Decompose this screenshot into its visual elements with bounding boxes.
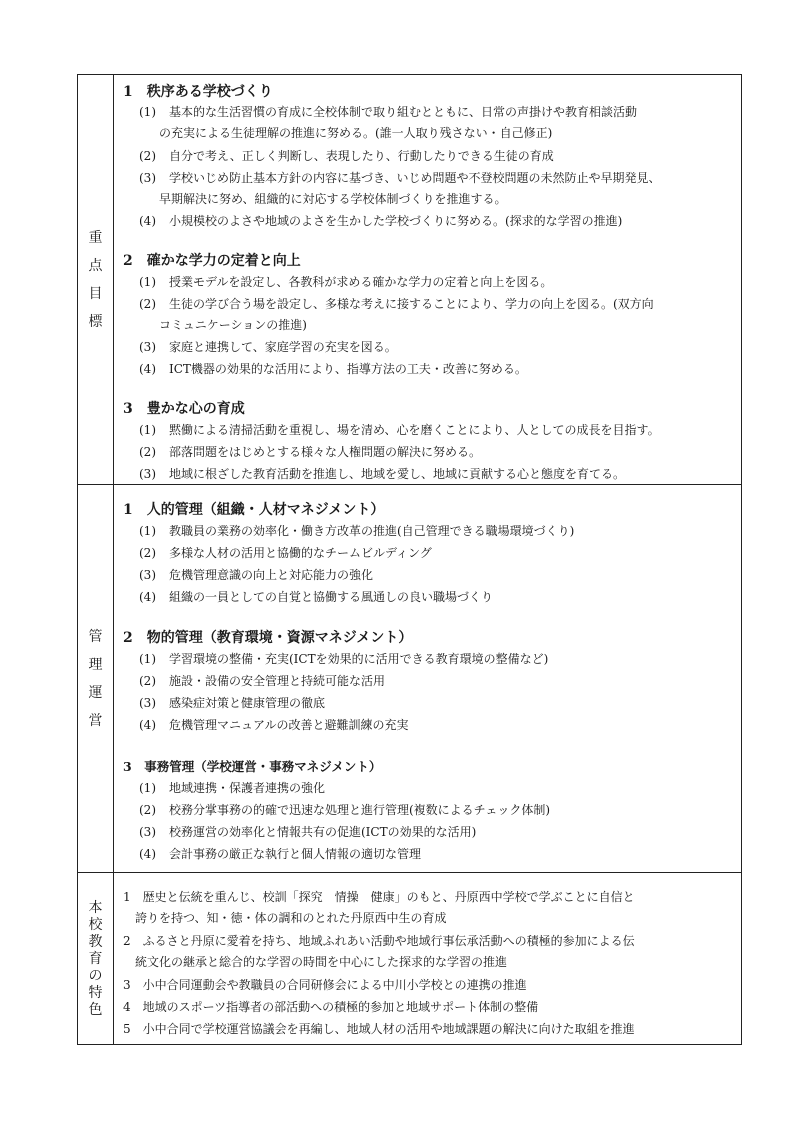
goal-section-title: 3 豊かな心の育成 [123, 401, 245, 417]
management-item: (1) 学習環境の整備・充実(ICTを効果的に活用できる教育環境の整備など) [139, 652, 549, 666]
policy-table [77, 74, 742, 1045]
goal-item: (3) 地域に根ざした教育活動を推進し、地域を愛し、地域に貢献する心と態度を育てる。 [139, 467, 626, 481]
management-item: (2) 校務分掌事務の的確で迅速な処理と進行管理(複数によるチェック体制) [139, 803, 551, 817]
goals-content [114, 75, 741, 484]
management-item: (2) 多様な人材の活用と協働的なチームビルディング [139, 546, 432, 560]
goal-item: (4) ICT機器の効果的な活用により、指導方法の工夫・改善に努める。 [139, 362, 527, 376]
goal-item: (1) 黙働による清掃活動を重視し、場を清め、心を磨くことにより、人としての成長を目指す。 [139, 423, 660, 437]
feature-item-continuation: 統文化の継承と総合的な学習の時間を中心にした探求的な学習の推進 [135, 955, 508, 969]
management-label-cell [78, 485, 114, 872]
management-section-title: 1 人的管理（組織・人材マネジメント） [123, 502, 385, 518]
features-content [114, 873, 741, 1044]
goals-label-cell [78, 75, 114, 484]
goals-label: 重 点 目 標 [88, 229, 103, 330]
feature-item: 5 小中合同で学校運営協議会を再編し、地域人材の活用や地域課題の解決に向けた取組を推進 [123, 1022, 635, 1036]
goal-item: (2) 生徒の学び合う場を設定し、多様な考えに接することにより、学力の向上を図る。(双方向 [139, 297, 654, 311]
management-item: (3) 危機管理意識の向上と対応能力の強化 [139, 568, 374, 582]
goal-item: (2) 部落問題をはじめとする様々な人権問題の解決に努める。 [139, 445, 482, 459]
management-section-title: 2 物的管理（教育環境・資源マネジメント） [123, 630, 413, 646]
goal-item: (3) 家庭と連携して、家庭学習の充実を図る。 [139, 340, 397, 354]
management-item: (4) 組織の一員としての自覚と協働する風通しの良い職場づくり [139, 590, 494, 604]
goal-item: (1) 授業モデルを設定し、各教科が求める確かな学力の定着と向上を図る。 [139, 275, 553, 289]
feature-item-continuation: 誇りを持つ、知・徳・体の調和のとれた丹原西中生の育成 [135, 911, 447, 925]
feature-item: 3 小中合同運動会や教職員の合同研修会による中川小学校との連携の推進 [123, 978, 527, 992]
management-item: (4) 会計事務の厳正な執行と個人情報の適切な管理 [139, 847, 422, 861]
goal-section-title: 2 確かな学力の定着と向上 [123, 253, 301, 269]
features-label-cell [78, 873, 114, 1044]
goal-item: (1) 基本的な生活習慣の育成に全校体制で取り組むとともに、日常の声掛けや教育相談活動 [139, 105, 638, 119]
goal-item: (3) 学校いじめ防止基本方針の内容に基づき、いじめ問題や不登校問題の未然防止や早期発見、 [139, 171, 661, 185]
management-item: (4) 危機管理マニュアルの改善と避難訓練の充実 [139, 718, 409, 732]
management-label: 管 理 運 営 [88, 628, 103, 729]
management-item: (2) 施設・設備の安全管理と持続可能な活用 [139, 674, 386, 688]
goal-item: (2) 自分で考え、正しく判断し、表現したり、行動したりできる生徒の育成 [139, 149, 554, 163]
feature-item: 1 歴史と伝統を重んじ、校訓「探究 情操 健康」のもと、丹原西中学校で学ぶことに自信と [123, 890, 635, 904]
goals-row [78, 75, 741, 485]
feature-item: 2 ふるさと丹原に愛着を持ち、地域ふれあい活動や地域行事伝承活動への積極的参加による伝 [123, 934, 635, 948]
goal-item-continuation: 早期解決に努め、組織的に対応する学校体制づくりを推進する。 [159, 192, 507, 206]
goal-item-continuation: コミュニケーションの推進) [159, 318, 307, 332]
management-section-title: 3 事務管理（学校運営・事務マネジメント） [123, 759, 382, 774]
features-label: 本 校 教 育 の 特 色 [88, 899, 103, 1018]
management-item: (3) 感染症対策と健康管理の徹底 [139, 696, 326, 710]
goal-item-continuation: の充実による生徒理解の推進に努める。(誰一人取り残さない・自己修正) [159, 126, 553, 140]
management-item: (3) 校務運営の効率化と情報共有の促進(ICTの効果的な活用) [139, 825, 477, 839]
goal-section-title: 1 秩序ある学校づくり [123, 84, 273, 100]
management-row [78, 485, 741, 873]
management-item: (1) 教職員の業務の効率化・働き方改革の推進(自己管理できる職場環境づくり) [139, 524, 575, 538]
management-item: (1) 地域連携・保護者連携の強化 [139, 781, 326, 795]
management-content [114, 485, 741, 872]
goal-item: (4) 小規模校のよさや地域のよさを生かした学校づくりに努める。(探求的な学習の推進) [139, 214, 623, 228]
feature-item: 4 地域のスポーツ指導者の部活動への積極的参加と地域サポート体制の整備 [123, 1000, 539, 1014]
features-row [78, 873, 741, 1044]
